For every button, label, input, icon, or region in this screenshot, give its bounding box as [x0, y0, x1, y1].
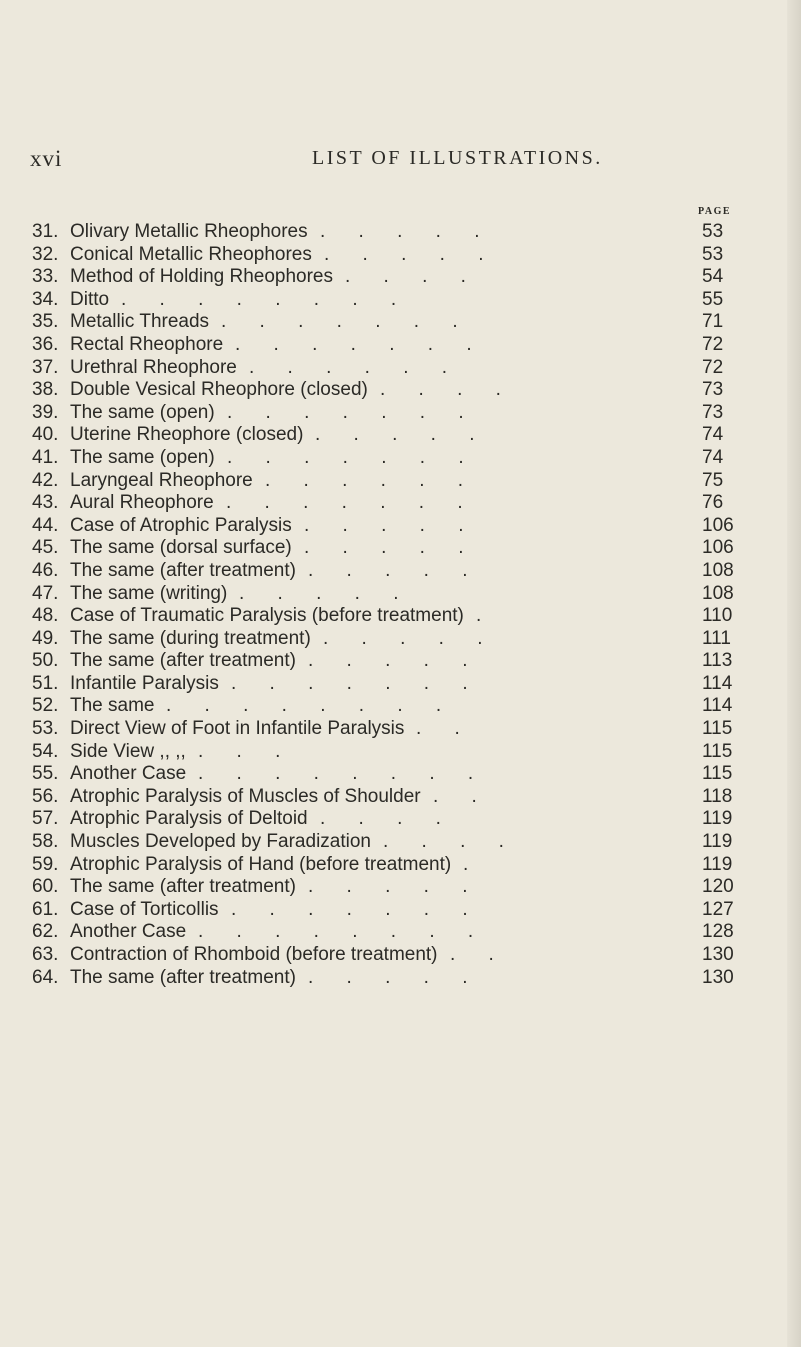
entry-page: 73 [702, 401, 724, 423]
list-item [32, 605, 752, 628]
entry-page: 55 [702, 288, 724, 310]
entry-title: Another Case [70, 763, 187, 785]
entry-number: 40. [32, 424, 59, 446]
entry-number: 34. [32, 288, 59, 310]
illustration-list [32, 221, 752, 989]
entry-page: 115 [702, 763, 733, 785]
list-item [32, 537, 752, 560]
entry-title: Direct View of Foot in Infantile Paralysis [70, 718, 405, 740]
entry-page: 71 [702, 311, 724, 333]
dot-leader: . . [416, 718, 474, 740]
entry-title: Case of Atrophic Paralysis [70, 514, 292, 536]
entry-title: Another Case [70, 921, 187, 943]
entry-number: 48. [32, 605, 59, 627]
entry-page: 119 [702, 853, 733, 875]
entry-number: 42. [32, 469, 59, 491]
dot-leader: . . . . [320, 808, 455, 830]
entry-number: 57. [32, 808, 59, 830]
entry-page: 76 [702, 492, 724, 514]
entry-number: 53. [32, 718, 59, 740]
list-item [32, 515, 752, 538]
entry-page: 108 [702, 582, 734, 604]
entry-page: 73 [702, 379, 724, 401]
entry-title: Ditto [70, 288, 110, 310]
entry-number: 64. [32, 966, 59, 988]
list-item [32, 334, 752, 357]
entry-title: Case of Torticollis [70, 898, 219, 920]
entry-number: 63. [32, 944, 59, 965]
entry-title: The same (after treatment) [70, 650, 296, 672]
dot-leader: . . . . . [324, 243, 498, 265]
list-item [32, 921, 752, 944]
entry-page: 130 [702, 966, 734, 988]
entry-page: 114 [702, 695, 733, 717]
page-edge-shadow [787, 0, 801, 1347]
dot-leader: . . . . [380, 379, 515, 401]
entry-page: 119 [702, 831, 733, 853]
list-item [32, 808, 752, 831]
dot-leader: . . . . . . . [231, 672, 482, 694]
dot-leader: . . . . . [308, 559, 482, 581]
running-title: LIST OF ILLUSTRATIONS. [312, 147, 603, 169]
entry-number: 49. [32, 627, 59, 649]
entry-number: 59. [32, 853, 59, 875]
entry-title: The same (after treatment) [70, 966, 296, 988]
dot-leader: . . . . . [239, 582, 413, 604]
entry-number: 54. [32, 740, 59, 762]
list-item [32, 424, 752, 447]
entry-title: Contraction of Rhomboid (before treatment) [70, 944, 438, 965]
entry-page: 111 [702, 627, 731, 649]
list-item [32, 357, 752, 380]
entry-page: 74 [702, 424, 724, 446]
entry-title: Infantile Paralysis [70, 672, 219, 694]
entry-number: 50. [32, 650, 59, 672]
entry-number: 36. [32, 333, 59, 355]
entry-title: The same (writing) [70, 582, 228, 604]
list-item [32, 470, 752, 493]
dot-leader: . . . . . [308, 876, 482, 898]
entry-title: Method of Holding Rheophores [70, 266, 334, 288]
entry-number: 33. [32, 266, 59, 288]
entry-title: Aural Rheophore [70, 492, 214, 514]
entry-page: 113 [702, 650, 733, 672]
list-item [32, 244, 752, 267]
entry-title: Laryngeal Rheophore [70, 469, 253, 491]
list-item [32, 695, 752, 718]
entry-number: 47. [32, 582, 59, 604]
entry-title: Rectal Rheophore [70, 333, 224, 355]
entry-title: Metallic Threads [70, 311, 210, 333]
entry-page: 115 [702, 718, 733, 740]
entry-page: 110 [702, 605, 733, 627]
entry-number: 31. [32, 221, 59, 242]
list-item [32, 221, 752, 244]
entry-title: The same [70, 695, 155, 717]
entry-title: The same (open) [70, 446, 215, 468]
dot-leader: . . . . [345, 266, 480, 288]
list-item [32, 831, 752, 854]
page-column-label: PAGE [698, 206, 732, 217]
entry-page: 53 [702, 243, 724, 265]
dot-leader: . . . . . . . [235, 333, 486, 355]
dot-leader: . [463, 853, 483, 875]
entry-title: Atrophic Paralysis of Hand (before treatment) [70, 853, 452, 875]
entry-title: The same (open) [70, 401, 215, 423]
entry-number: 37. [32, 356, 59, 378]
entry-page: 128 [702, 921, 734, 943]
entry-page: 115 [702, 740, 733, 762]
entry-page: 130 [702, 944, 734, 965]
entry-page: 119 [702, 808, 733, 830]
dot-leader: . . . . . . . . [198, 763, 488, 785]
list-item [32, 718, 752, 741]
entry-title: Conical Metallic Rheophores [70, 243, 312, 265]
dot-leader: . . . . . . . . [121, 288, 411, 310]
entry-page: 53 [702, 221, 724, 242]
entry-number: 41. [32, 446, 59, 468]
dot-leader: . . . . . . . [221, 311, 472, 333]
dot-leader: . . . . . . [265, 469, 478, 491]
list-item [32, 763, 752, 786]
list-item [32, 560, 752, 583]
entry-number: 46. [32, 559, 59, 581]
entry-number: 43. [32, 492, 59, 514]
entry-title: Olivary Metallic Rheophores [70, 221, 308, 242]
entry-title: Atrophic Paralysis of Muscles of Shoulder [70, 785, 421, 807]
dot-leader: . . . . . . . . [166, 695, 456, 717]
entry-number: 45. [32, 537, 59, 559]
dot-leader: . . . . . . [249, 356, 462, 378]
entry-page: 72 [702, 356, 724, 378]
entry-number: 39. [32, 401, 59, 423]
entry-page: 120 [702, 876, 734, 898]
entry-title: Atrophic Paralysis of Deltoid [70, 808, 308, 830]
entry-number: 62. [32, 921, 59, 943]
list-item [32, 266, 752, 289]
entry-title: The same (dorsal surface) [70, 537, 292, 559]
dot-leader: . . . . . . . [226, 492, 477, 514]
dot-leader: . . [450, 944, 508, 965]
dot-leader: . . . . . . . [227, 401, 478, 423]
list-item [32, 650, 752, 673]
dot-leader: . . . . . [304, 514, 478, 536]
dot-leader: . . . . . [308, 650, 482, 672]
list-item [32, 944, 752, 967]
entry-title: Side View ,, ,, [70, 740, 186, 762]
dot-leader: . . . [198, 740, 295, 762]
list-item [32, 741, 752, 764]
entry-title: The same (after treatment) [70, 876, 296, 898]
entry-number: 52. [32, 695, 59, 717]
entry-number: 61. [32, 898, 59, 920]
entry-number: 51. [32, 672, 59, 694]
entry-number: 55. [32, 763, 59, 785]
list-item [32, 876, 752, 899]
entry-page: 74 [702, 446, 724, 468]
dot-leader: . . . . . [308, 966, 482, 988]
entry-title: The same (after treatment) [70, 559, 296, 581]
entry-page: 106 [702, 514, 734, 536]
entry-title: Double Vesical Rheophore (closed) [70, 379, 368, 401]
dot-leader: . . . . . [320, 221, 494, 242]
entry-title: Case of Traumatic Paralysis (before treatment) [70, 605, 464, 627]
list-item [32, 967, 752, 990]
list-item [32, 854, 752, 877]
list-item [32, 379, 752, 402]
dot-leader: . . . . . . . [231, 898, 482, 920]
entry-page: 72 [702, 333, 724, 355]
dot-leader: . . . . . . . [227, 446, 478, 468]
entry-number: 56. [32, 785, 59, 807]
entry-page: 54 [702, 266, 724, 288]
dot-leader: . . . . . [315, 424, 489, 446]
dot-leader: . . [433, 785, 491, 807]
dot-leader: . [476, 605, 496, 627]
page-number: xvi [30, 146, 63, 171]
entry-title: Urethral Rheophore [70, 356, 237, 378]
entry-title: Muscles Developed by Faradization [70, 831, 371, 853]
dot-leader: . . . . . [304, 537, 478, 559]
dot-leader: . . . . . [323, 627, 497, 649]
entry-page: 118 [702, 785, 733, 807]
entry-number: 35. [32, 311, 59, 333]
entry-title: The same (during treatment) [70, 627, 311, 649]
entry-page: 114 [702, 672, 733, 694]
dot-leader: . . . . [383, 831, 518, 853]
list-item [32, 447, 752, 470]
list-item [32, 583, 752, 606]
entry-page: 108 [702, 559, 734, 581]
list-item [32, 289, 752, 312]
entry-number: 44. [32, 514, 59, 536]
list-item [32, 899, 752, 922]
dot-leader: . . . . . . . . [198, 921, 488, 943]
entry-page: 75 [702, 469, 724, 491]
entry-title: Uterine Rheophore (closed) [70, 424, 304, 446]
running-header [26, 146, 766, 176]
entry-number: 58. [32, 831, 59, 853]
list-item [32, 786, 752, 809]
list-item [32, 628, 752, 651]
entry-number: 38. [32, 379, 59, 401]
list-item [32, 492, 752, 515]
list-item [32, 673, 752, 696]
list-item [32, 311, 752, 334]
entry-page: 106 [702, 537, 734, 559]
entry-number: 60. [32, 876, 59, 898]
entry-page: 127 [702, 898, 734, 920]
list-item [32, 402, 752, 425]
entry-number: 32. [32, 243, 59, 265]
